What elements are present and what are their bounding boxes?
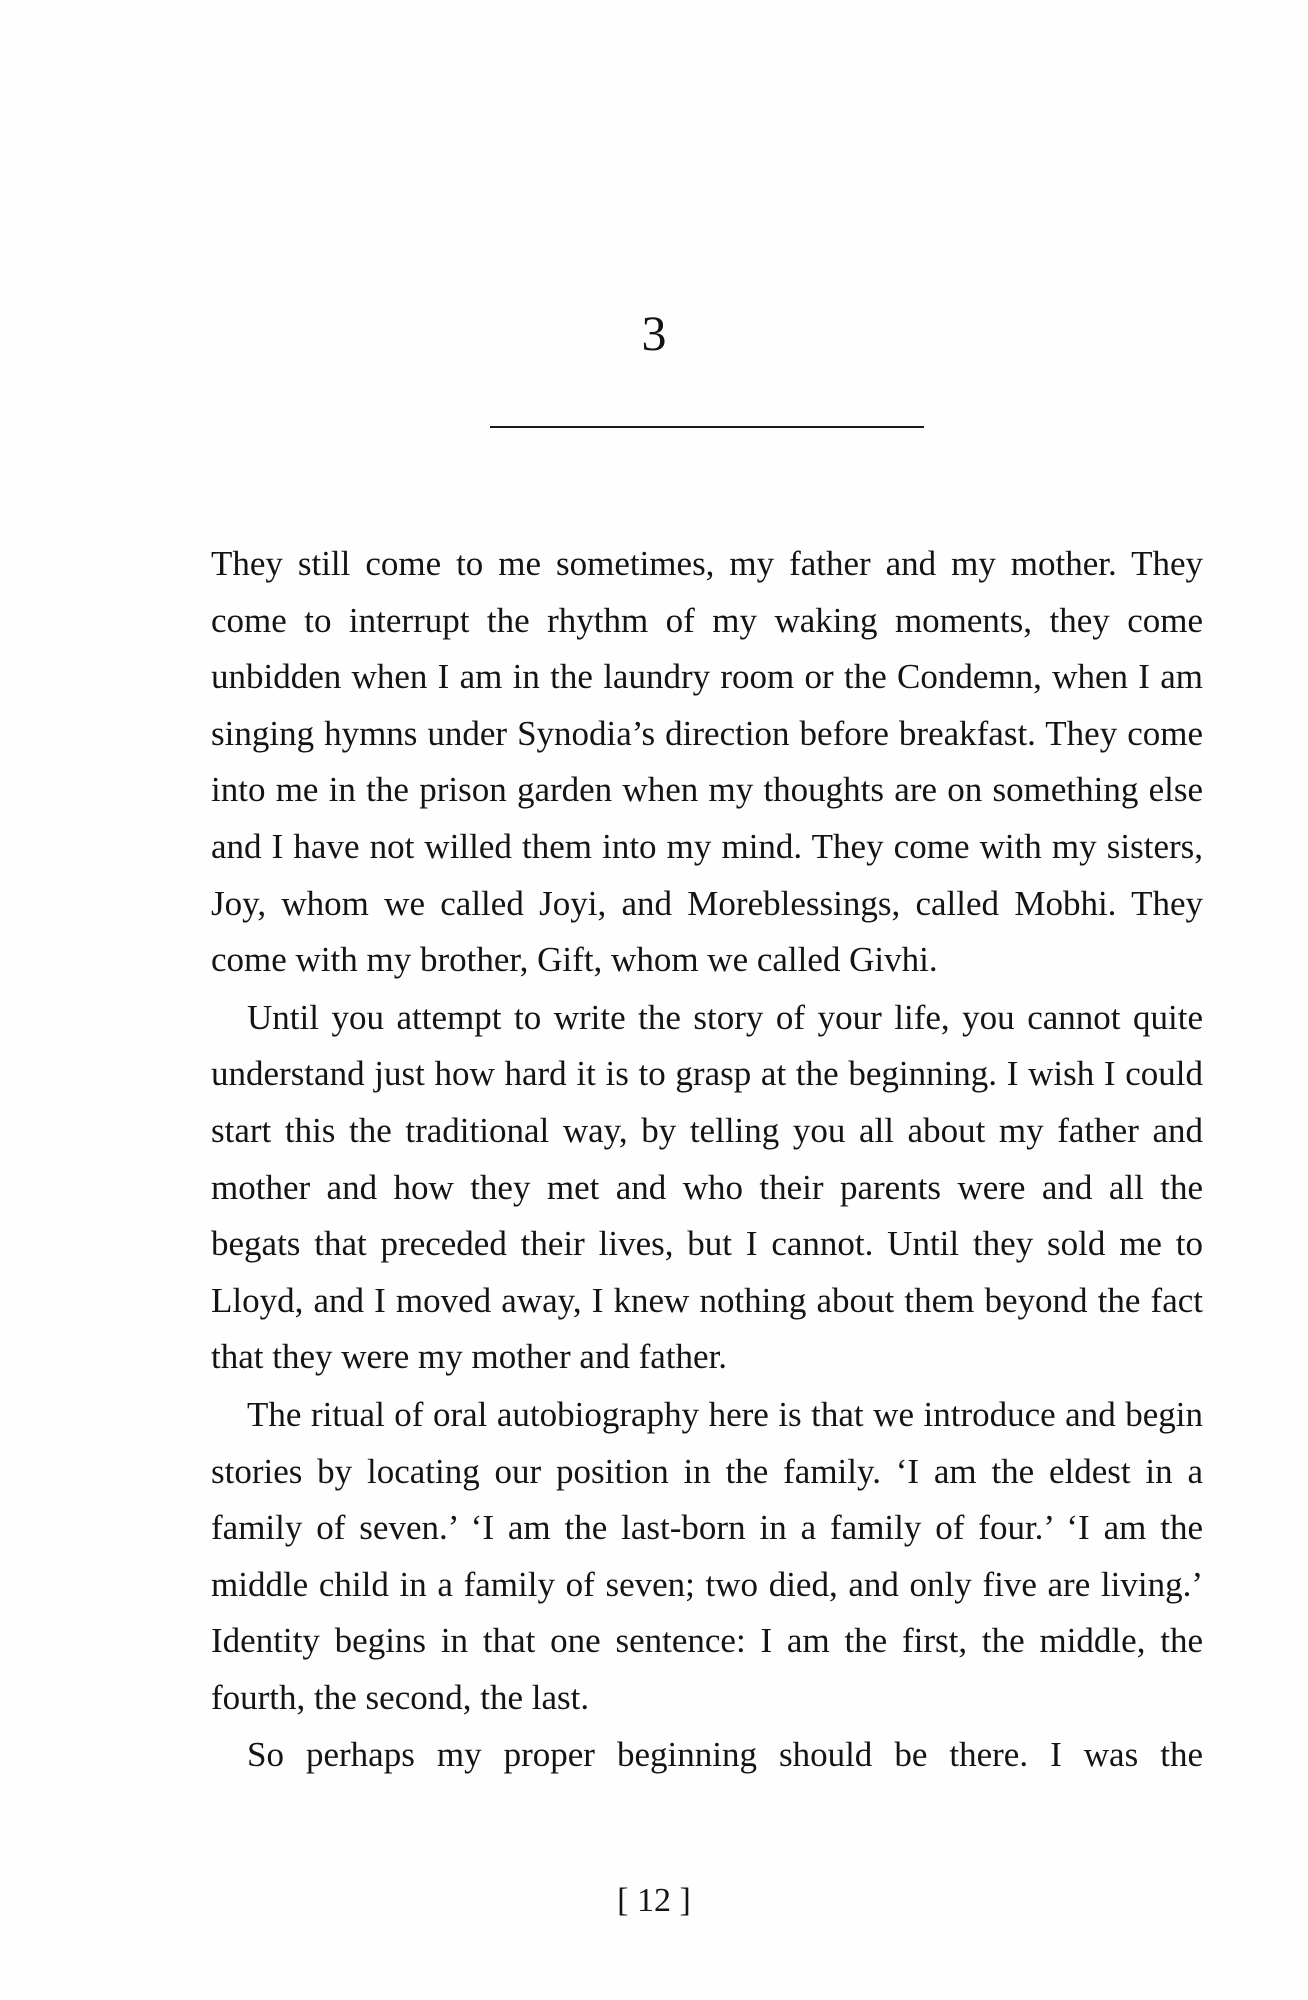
chapter-divider-rule xyxy=(490,426,924,428)
chapter-number: 3 xyxy=(641,305,667,361)
paragraph-2: Until you attempt to write the story of your life, you cannot quite understand just how hard it is to grasp at the beginning. I wish I could start this the traditional way, by telling you all about my father and mother and how they met and who their parents were and all the begats that preceded their lives, but I cannot. Until they sold me to Lloyd, and I moved away, I knew nothing about them beyond the fact that they were my mother and father. xyxy=(211,997,1203,1377)
paragraph-1: They still come to me sometimes, my father and my mother. They come to interrupt the rhythm of my waking moments, they come unbidden when I am in the laundry room or the Condemn, when I am singing hymns under Synodia’s direction before breakfast. They come into me in the prison garden when my thoughts are on something else and I have not willed them into my mind. They come with my sisters, Joy, whom we called Joyi, and Moreblessings, called Mobhi. They come with my brother, Gift, whom we called Givhi. xyxy=(211,544,1203,980)
body-text xyxy=(211,536,1203,1784)
paragraph-4: So perhaps my proper beginning should be there. I was the xyxy=(247,1735,1203,1775)
paragraph-3: The ritual of oral autobiography here is that we introduce and begin stories by locating our position in the family. ‘I am the eldest in a family of seven.’ ‘I am the last-born in a family of four.’ ‘I am the middle child in a family of seven; two died, and only five are living.’ Identity begins in that one sentence: I am the first, the middle, the fourth, the second, the last. xyxy=(211,1394,1203,1717)
page-number: [ 12 ] xyxy=(617,1882,691,1919)
